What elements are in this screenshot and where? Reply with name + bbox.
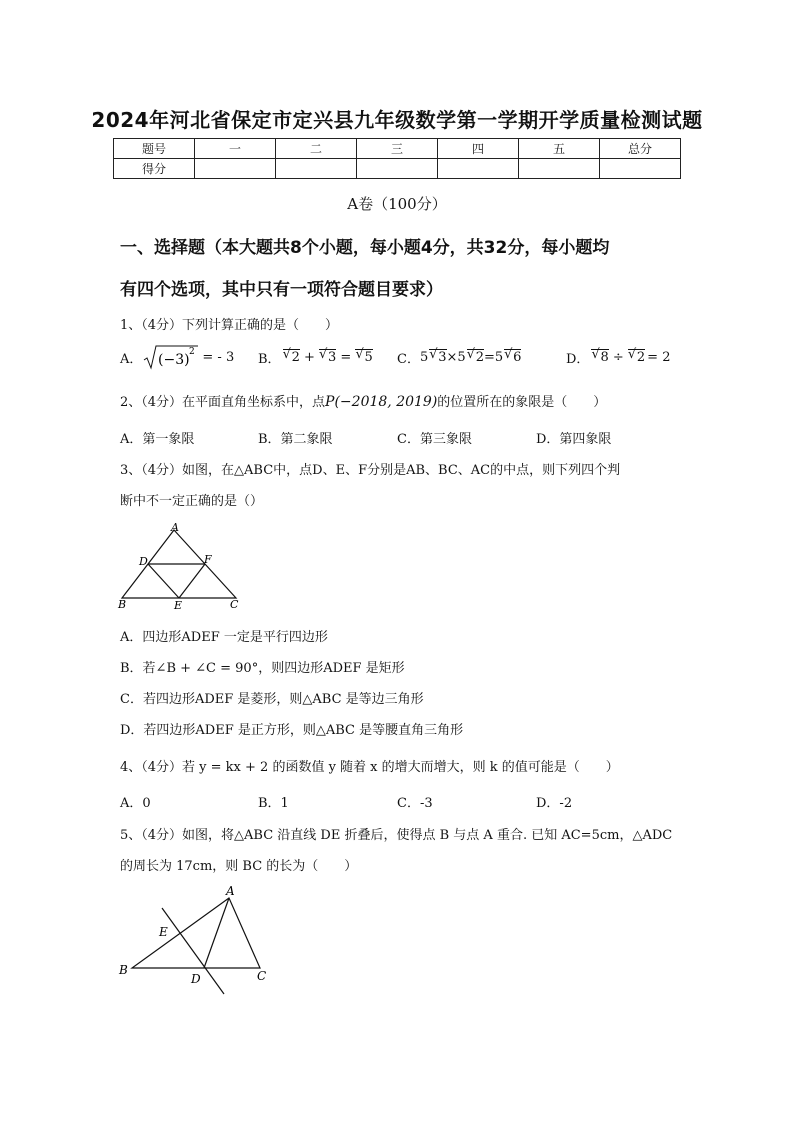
vertex-label: B xyxy=(119,963,128,977)
q2-option-c: C．第三象限 xyxy=(397,432,472,447)
score-table-score-row xyxy=(114,159,681,179)
score-cell xyxy=(357,159,438,179)
coef-text: 5 xyxy=(419,349,429,365)
score-cell xyxy=(438,159,519,179)
vertex-label: B xyxy=(118,598,127,611)
score-table xyxy=(113,138,681,179)
q5-stem-line1: 5、（4分）如图，将△ABC 沿直线 DE 折叠后，使得点 B 与点 A 重合. 已知 AC=5cm，△ADC xyxy=(120,828,673,843)
sqrt-3: √ 3 xyxy=(319,347,337,365)
q3-option-c: C．若四边形ADEF 是菱形，则△ABC 是等边三角形 xyxy=(120,692,424,707)
vertex-label: E xyxy=(174,599,183,612)
q2-stem-pre: 2、（4分）在平面直角坐标系中，点 xyxy=(120,395,326,410)
q1-stem: 1、（4分）下列计算正确的是（ ） xyxy=(120,318,339,333)
vertex-label: D xyxy=(139,555,148,568)
q4-option-b: B．1 xyxy=(258,796,289,811)
section1-heading-line1: 一、选择题（本大题共8个小题，每小题4分，共32分，每小题均 xyxy=(120,238,610,258)
option-label: C． xyxy=(397,351,420,367)
score-table-header-cell: 四 xyxy=(438,139,519,159)
svg-text:(−3): (−3) xyxy=(158,352,190,368)
sqrt-3: √ 3 xyxy=(429,347,447,365)
score-cell xyxy=(600,159,681,179)
score-row-label: 得分 xyxy=(114,159,195,179)
q2-option-a: A．第一象限 xyxy=(120,432,195,447)
q2-point: P(−2018, 2019) xyxy=(325,394,438,410)
vertex-label: D xyxy=(191,972,201,986)
q1-option-d: D． √ 8 ÷ √ 2 = 2 xyxy=(566,347,671,367)
vertex-label: C xyxy=(257,969,267,983)
option-label: B． xyxy=(258,351,281,367)
equals-text: =5 xyxy=(483,349,504,365)
vertex-label: C xyxy=(230,598,239,611)
vertex-label: E xyxy=(159,925,168,939)
vertex-label: A xyxy=(226,884,235,898)
sqrt-neg3-squared-icon xyxy=(142,343,200,371)
q2-option-b: B．第二象限 xyxy=(258,432,333,447)
times-text: ×5 xyxy=(446,349,466,365)
score-table-header-cell: 总分 xyxy=(600,139,681,159)
sqrt-8: √ 8 xyxy=(591,347,609,365)
q3-stem-line1: 3、（4分）如图，在△ABC中，点D、E、F分别是AB、BC、AC的中点，则下列四个判 xyxy=(120,463,621,478)
score-table-header-row xyxy=(114,139,681,159)
q4-option-a: A．0 xyxy=(120,796,151,811)
sqrt-2: √ 2 xyxy=(282,347,300,365)
q2-stem-post: 的位置所在的象限是（ ） xyxy=(437,395,607,410)
sqrt-2: √ 2 xyxy=(627,347,646,365)
vertex-label: F xyxy=(204,553,212,566)
vertex-label: A xyxy=(171,521,179,534)
paper-a-heading: A卷（100分） xyxy=(347,195,447,213)
score-table-header-cell: 一 xyxy=(195,139,276,159)
q3-option-b: B．若∠B + ∠C = 90°，则四边形ADEF 是矩形 xyxy=(120,661,405,676)
q1-option-c xyxy=(397,343,521,371)
sqrt-6: √ 6 xyxy=(504,347,522,365)
score-table-header-cell: 三 xyxy=(357,139,438,159)
score-table-header-cell: 二 xyxy=(276,139,357,159)
sqrt-2: √ 2 xyxy=(466,347,484,365)
option-rhs: = 2 xyxy=(647,349,671,365)
q5-triangle-figure xyxy=(114,882,284,1000)
q2-option-d: D．第四象限 xyxy=(536,432,612,447)
option-rhs: = - 3 xyxy=(202,349,235,365)
exponent-text: 2 xyxy=(189,347,196,357)
q4-option-c: C．-3 xyxy=(397,796,433,811)
score-cell xyxy=(195,159,276,179)
q1-option-a xyxy=(120,343,234,371)
score-table-header-cell: 题号 xyxy=(114,139,195,159)
q3-option-a: A．四边形ADEF 一定是平行四边形 xyxy=(120,630,328,645)
score-cell xyxy=(276,159,357,179)
q4-option-d: D．-2 xyxy=(536,796,573,811)
q3-triangle-figure xyxy=(114,520,244,612)
q3-option-d: D．若四边形ADEF 是正方形，则△ABC 是等腰直角三角形 xyxy=(120,723,464,738)
q1-option-b: B． √ 2 + √ 3 = √ 5 xyxy=(258,347,373,367)
score-table-header-cell: 五 xyxy=(519,139,600,159)
option-label: D． xyxy=(566,351,590,367)
option-label: A． xyxy=(120,351,143,367)
q3-stem-line2: 断中不一定正确的是（） xyxy=(120,494,264,509)
exam-title: 2024年河北省保定市定兴县九年级数学第一学期开学质量检测试题 xyxy=(91,108,703,132)
sqrt-5: √ 5 xyxy=(355,347,373,365)
score-cell xyxy=(519,159,600,179)
section1-heading-line2: 有四个选项，其中只有一项符合题目要求） xyxy=(120,280,443,300)
q4-stem: 4、（4分）若 y = kx + 2 的函数值 y 随着 x 的增大而增大，则 k 的值可能是（ ） xyxy=(120,760,619,775)
q2-stem xyxy=(120,391,606,410)
q5-stem-line2: 的周长为 17cm，则 BC 的长为（ ） xyxy=(120,859,358,874)
